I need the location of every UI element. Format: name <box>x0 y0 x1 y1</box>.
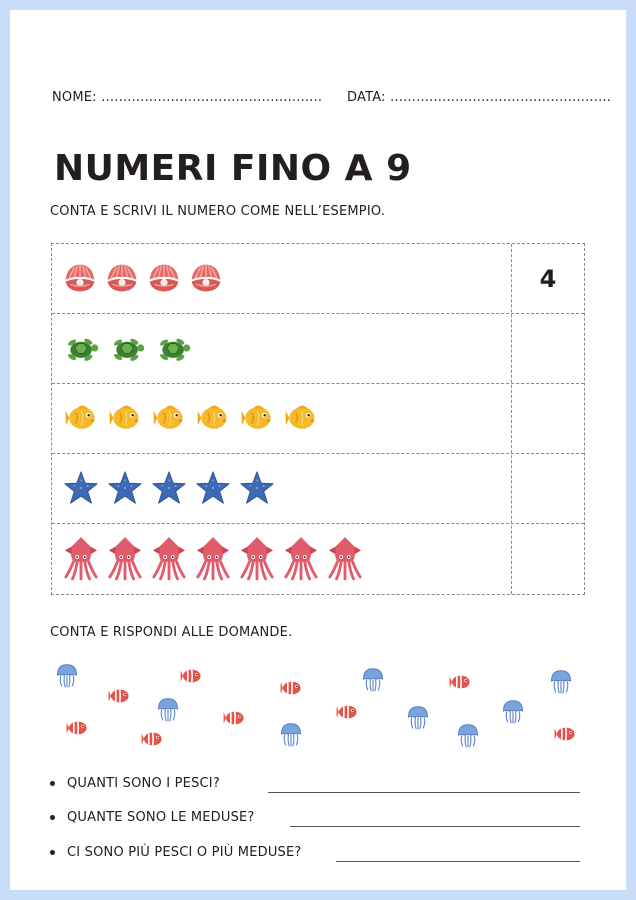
answer-line-1[interactable] <box>268 792 580 793</box>
seashell-icon <box>146 260 182 296</box>
date-label: DATA: <box>347 90 386 105</box>
red-fish-icon <box>550 722 580 746</box>
row-icons <box>62 465 276 511</box>
sea-item <box>176 664 206 694</box>
bullet <box>50 815 55 820</box>
starfish-icon <box>106 469 144 507</box>
squid-icon <box>238 535 276 581</box>
answer-line-3[interactable] <box>336 861 580 862</box>
worksheet-page <box>10 10 626 890</box>
jellyfish-icon <box>548 668 574 696</box>
answer-line-2[interactable] <box>290 826 580 827</box>
sea-item <box>104 684 134 714</box>
question-2 <box>50 810 255 825</box>
fish-icon <box>194 400 232 436</box>
sea-item <box>455 722 485 752</box>
instruction-count-write: CONTA E SCRIVI IL NUMERO COME NELL’ESEMPIO. <box>50 204 386 219</box>
bullet <box>50 850 55 855</box>
squid-icon <box>62 535 100 581</box>
red-fish-icon <box>219 706 249 730</box>
squid-icon <box>106 535 144 581</box>
red-fish-icon <box>332 700 362 724</box>
starfish-icon <box>238 469 276 507</box>
question-1 <box>50 776 220 791</box>
date-field[interactable] <box>347 90 611 105</box>
sea-item <box>137 727 167 757</box>
answer-cell[interactable] <box>512 384 584 454</box>
row-icons <box>62 325 194 371</box>
squid-icon <box>282 535 320 581</box>
answer-cell[interactable] <box>512 454 584 524</box>
table-row <box>52 384 584 454</box>
date-dots: …………………………………………… <box>390 90 611 105</box>
table-row <box>52 524 584 594</box>
sea-item <box>360 666 390 696</box>
table-row <box>52 314 584 384</box>
answer-cell[interactable] <box>512 314 584 384</box>
question-text: QUANTI SONO I PESCI? <box>67 776 220 791</box>
name-label: NOME: <box>52 90 97 105</box>
fish-icon <box>282 400 320 436</box>
squid-icon <box>194 535 232 581</box>
red-fish-icon <box>276 676 306 700</box>
row-icons <box>62 395 320 441</box>
sea-item <box>332 700 362 730</box>
jellyfish-icon <box>455 722 481 750</box>
jellyfish-icon <box>500 698 526 726</box>
sea-item <box>54 662 84 692</box>
sea-item <box>219 706 249 736</box>
page-title: NUMERI FINO A 9 <box>54 148 412 189</box>
jellyfish-icon <box>278 721 304 749</box>
bullet <box>50 781 55 786</box>
turtle-icon <box>108 330 148 366</box>
table-row <box>52 454 584 524</box>
name-dots: …………………………………………… <box>101 90 323 105</box>
instruction-count-answer: CONTA E RISPONDI ALLE DOMANDE. <box>50 625 293 640</box>
starfish-icon <box>150 469 188 507</box>
table-row <box>52 244 584 314</box>
turtle-icon <box>62 330 102 366</box>
row-icons <box>62 535 364 581</box>
question-text: CI SONO PIÙ PESCI O PIÙ MEDUSE? <box>67 845 302 860</box>
fish-icon <box>150 400 188 436</box>
fish-icon <box>106 400 144 436</box>
sea-item <box>548 668 578 698</box>
seashell-icon <box>188 260 224 296</box>
question-text: QUANTE SONO LE MEDUSE? <box>67 810 255 825</box>
row-icons <box>62 255 224 301</box>
answer-cell[interactable]: 4 <box>539 265 557 293</box>
counting-table <box>51 243 585 595</box>
sea-item <box>500 698 530 728</box>
starfish-icon <box>62 469 100 507</box>
jellyfish-icon <box>54 662 80 690</box>
sea-item <box>155 696 185 726</box>
sea-item <box>405 704 435 734</box>
answer-cell[interactable] <box>512 524 584 594</box>
sea-item <box>62 716 92 746</box>
fish-icon <box>238 400 276 436</box>
seashell-icon <box>104 260 140 296</box>
fish-icon <box>62 400 100 436</box>
turtle-icon <box>154 330 194 366</box>
jellyfish-icon <box>405 704 431 732</box>
sea-item <box>278 721 308 751</box>
starfish-icon <box>194 469 232 507</box>
jellyfish-icon <box>360 666 386 694</box>
sea-item <box>276 676 306 706</box>
red-fish-icon <box>445 670 475 694</box>
question-3 <box>50 845 302 860</box>
seashell-icon <box>62 260 98 296</box>
red-fish-icon <box>104 684 134 708</box>
jellyfish-icon <box>155 696 181 724</box>
squid-icon <box>326 535 364 581</box>
red-fish-icon <box>176 664 206 688</box>
sea-item <box>550 722 580 752</box>
name-field[interactable] <box>52 90 322 105</box>
red-fish-icon <box>62 716 92 740</box>
squid-icon <box>150 535 188 581</box>
red-fish-icon <box>137 727 167 751</box>
sea-item <box>445 670 475 700</box>
